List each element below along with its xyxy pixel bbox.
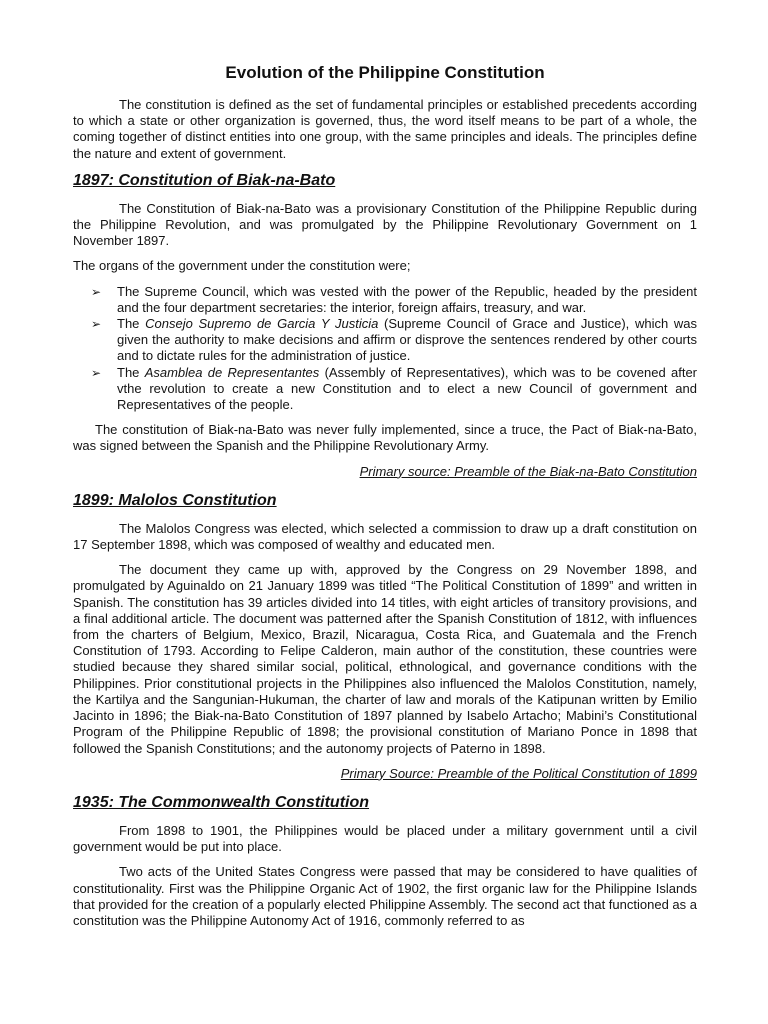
malolos-paragraph-1: The Malolos Congress was elected, which selected a commission to draw up a draft constitution on 17 September 1898, which was composed of wealthy and educated men. [73, 520, 697, 553]
biak-na-bato-paragraph-2: The constitution of Biak-na-Bato was never fully implemented, since a truce, the Pact of Biak-na-Bato, was signed between the Spanish and the Philippine Revolutionary Army. [73, 422, 697, 454]
list-item [91, 364, 697, 414]
list-item-italic: Asamblea de Representantes [144, 364, 320, 380]
section-heading-biak-na-bato: 1897: Constitution of Biak-na-Bato [73, 171, 336, 189]
list-item [91, 316, 698, 365]
list-item-text: (Assembly of Representatives), which was to be covened after vthe revolution to create a new Constitution and to elect a new Council of government and Representatives of the people. [117, 364, 697, 413]
section-heading-malolos: 1899: Malolos Constitution [73, 491, 277, 509]
malolos-paragraph-2: The document they came up with, approved by the Congress on 29 November 1898, and promulgated by Aguinaldo on 21 January 1899 was titled “The Political Constitution of 1899” and written in Spanish. The constitution has 39 articles divided into 14 titles, with eight articles of transitory provisions, and a final additional article. The document was patterned after the Spanish Constitution of 1812, with influences from the charters of Belgium, Mexico, Brazil, Nicaragua, Costa Rica, and Guatemala and the French Constitution of 1793. According to Felipe Calderon, main author of the constitution, these countries were studied because they shared similar social, political, ethnological, and governance conditions with the Philippines. Prior constitutional projects in the Philippines also influenced the Malolos Constitution, namely, the Kartilya and the Sangunian-Hukuman, the charter of law and morals of the Katipunan written by Emilio Jacinto in 1896; the Biak-na-Bato Constitution of 1897 planned by Isabelo Artacho; Mabini’s Constitutional Program of the Philippine Republic of 1898; the provisional constitution of Mariano Ponce in 1898 that followed the Spanish Constitutions; and the autonomy projects of Paterno in 1898. [73, 562, 697, 756]
list-item [91, 283, 697, 316]
organs-intro: The organs of the government under the constitution were; [73, 258, 411, 274]
list-item-text: The [117, 316, 146, 332]
arrow-bullet-icon: ➢ [91, 284, 102, 299]
section-heading-commonwealth: 1935: The Commonwealth Constitution [73, 793, 370, 811]
arrow-bullet-icon: ➢ [91, 365, 102, 380]
list-item-italic: Consejo Supremo de Garcia Y Justicia [145, 316, 379, 332]
commonwealth-paragraph-2: Two acts of the United States Congress were passed that may be considered to have qualities of constitutionality. First was the Philippine Organic Act of 1902, the first organic law for the Philippine Islands that provided for the creation of a popularly elected Philippine Assembly. The second act that functioned as a constitution was the Philippine Autonomy Act of 1916, commonly referred to as [73, 864, 697, 928]
primary-source-malolos: Primary Source: Preamble of the Political Constitution of 1899 [340, 765, 697, 781]
biak-na-bato-paragraph-1: The Constitution of Biak-na-Bato was a provisionary Constitution of the Philippine Republic during the Philippine Revolution, and was promulgated by the Philippine Revolutionary Government on 1 November 1897. [73, 200, 697, 249]
list-item-text: (Supreme Council of Grace and Justice), which was given the authority to make decisions and affirm or disprove the sentences rendered by other courts and to dictate rules for the administration of justice. [117, 316, 698, 364]
primary-source-biak-na-bato: Primary source: Preamble of the Biak-na-Bato Constitution [359, 463, 697, 479]
list-item-text: The [117, 364, 145, 380]
arrow-bullet-icon: ➢ [91, 317, 102, 332]
organs-list [73, 284, 697, 414]
intro-paragraph: The constitution is defined as the set of fundamental principles or established precedents according to which a state or other organization is governed, thus, the word itself means to be part of a whole, the coming together of distinct entities into one group, with the same principles and ideals. The principles define the nature and extent of government. [73, 97, 697, 161]
list-item-text: The Supreme Council, which was vested with the power of the Republic, headed by the president and the four department secretaries: the interior, foreign affairs, treasury, and war. [117, 283, 697, 315]
page-title: Evolution of the Philippine Constitution [225, 63, 545, 82]
commonwealth-paragraph-1: From 1898 to 1901, the Philippines would be placed under a military government until a civil government would be put into place. [73, 822, 697, 855]
